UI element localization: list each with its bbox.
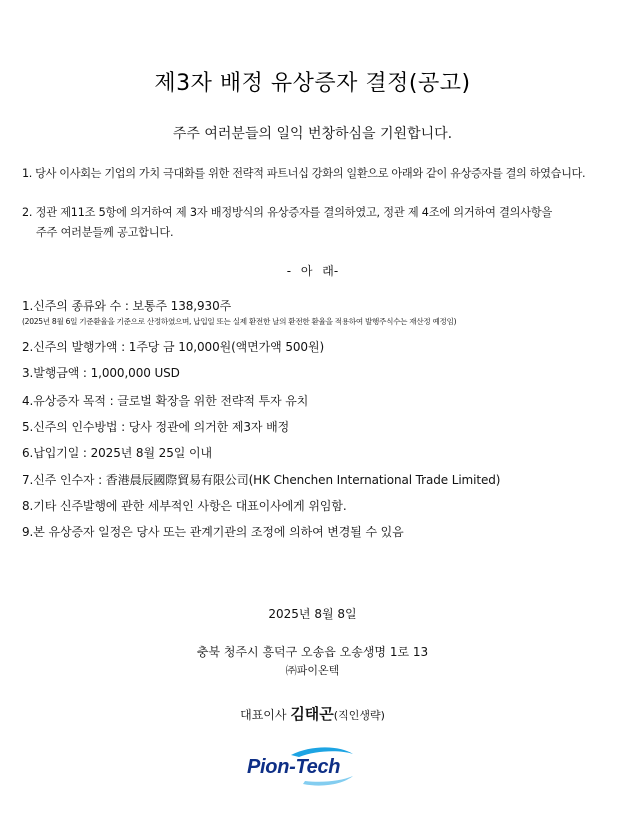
ceo-name: 김태곤 [290, 705, 334, 723]
paragraph-2-line-1: 2. 정관 제11조 5항에 의거하여 제 3자 배정방식의 유상증자를 결의하였고, 정관 제 4조에 의거하여 결의사항을 [22, 206, 553, 219]
ceo-title: 대표이사 [240, 708, 287, 722]
list-item: 7.신주 인수자 : 香港晨辰國際貿易有限公司(HK Chenchen International Trade Limited) [22, 473, 501, 487]
list-item: 6.납입기일 : 2025년 8월 25일 이내 [22, 446, 212, 460]
list-item: 5.신주의 인수방법 : 당사 정관에 의거한 제3자 배정 [22, 420, 290, 434]
list-item: 3.발행금액 : 1,000,000 USD [22, 366, 180, 380]
seal-note: (직인생략) [333, 709, 385, 722]
company-name: ㈜파이온텍 [285, 664, 340, 677]
below-heading: - 아 래- [286, 264, 339, 278]
list-item: 1.신주의 종류와 수 : 보통주 138,930주 [22, 299, 232, 313]
company-logo [243, 746, 358, 788]
logo-text: Pion-Tech [247, 756, 341, 778]
notice-title: 제3자 배정 유상증자 결정(공고) [154, 71, 471, 96]
signature-line [0, 703, 625, 724]
paragraph-2-line-2: 주주 여러분들께 공고합니다. [36, 226, 174, 239]
company-address: 충북 청주시 흥덕구 오송읍 오송생명 1로 13 [196, 645, 429, 659]
notice-date: 2025년 8월 8일 [268, 607, 357, 621]
list-item: 2.신주의 발행가액 : 1주당 금 10,000원(액면가액 500원) [22, 340, 325, 354]
list-item: 8.기타 신주발행에 관한 세부적인 사항은 대표이사에게 위임함. [22, 499, 347, 513]
list-item: 4.유상증자 목적 : 글로벌 확장을 위한 전략적 투자 유치 [22, 394, 309, 408]
list-item: 9.본 유상증자 일정은 당사 또는 관계기관의 조정에 의하여 변경될 수 있음 [22, 525, 404, 539]
greeting: 주주 여러분들의 일익 번창하심을 기원합니다. [172, 126, 453, 142]
item-1-note: (2025년 8월 6일 기준환율을 기준으로 산정하였으며, 납입일 또는 실제 환전한 날의 환전한 환율을 적용하여 발행주식수는 재산정 예정임) [22, 317, 457, 326]
paragraph-1: 1. 당사 이사회는 기업의 가치 극대화를 위한 전략적 파트너십 강화의 일환으로 아래와 같이 유상증자를 결의 하였습니다. [22, 167, 586, 180]
